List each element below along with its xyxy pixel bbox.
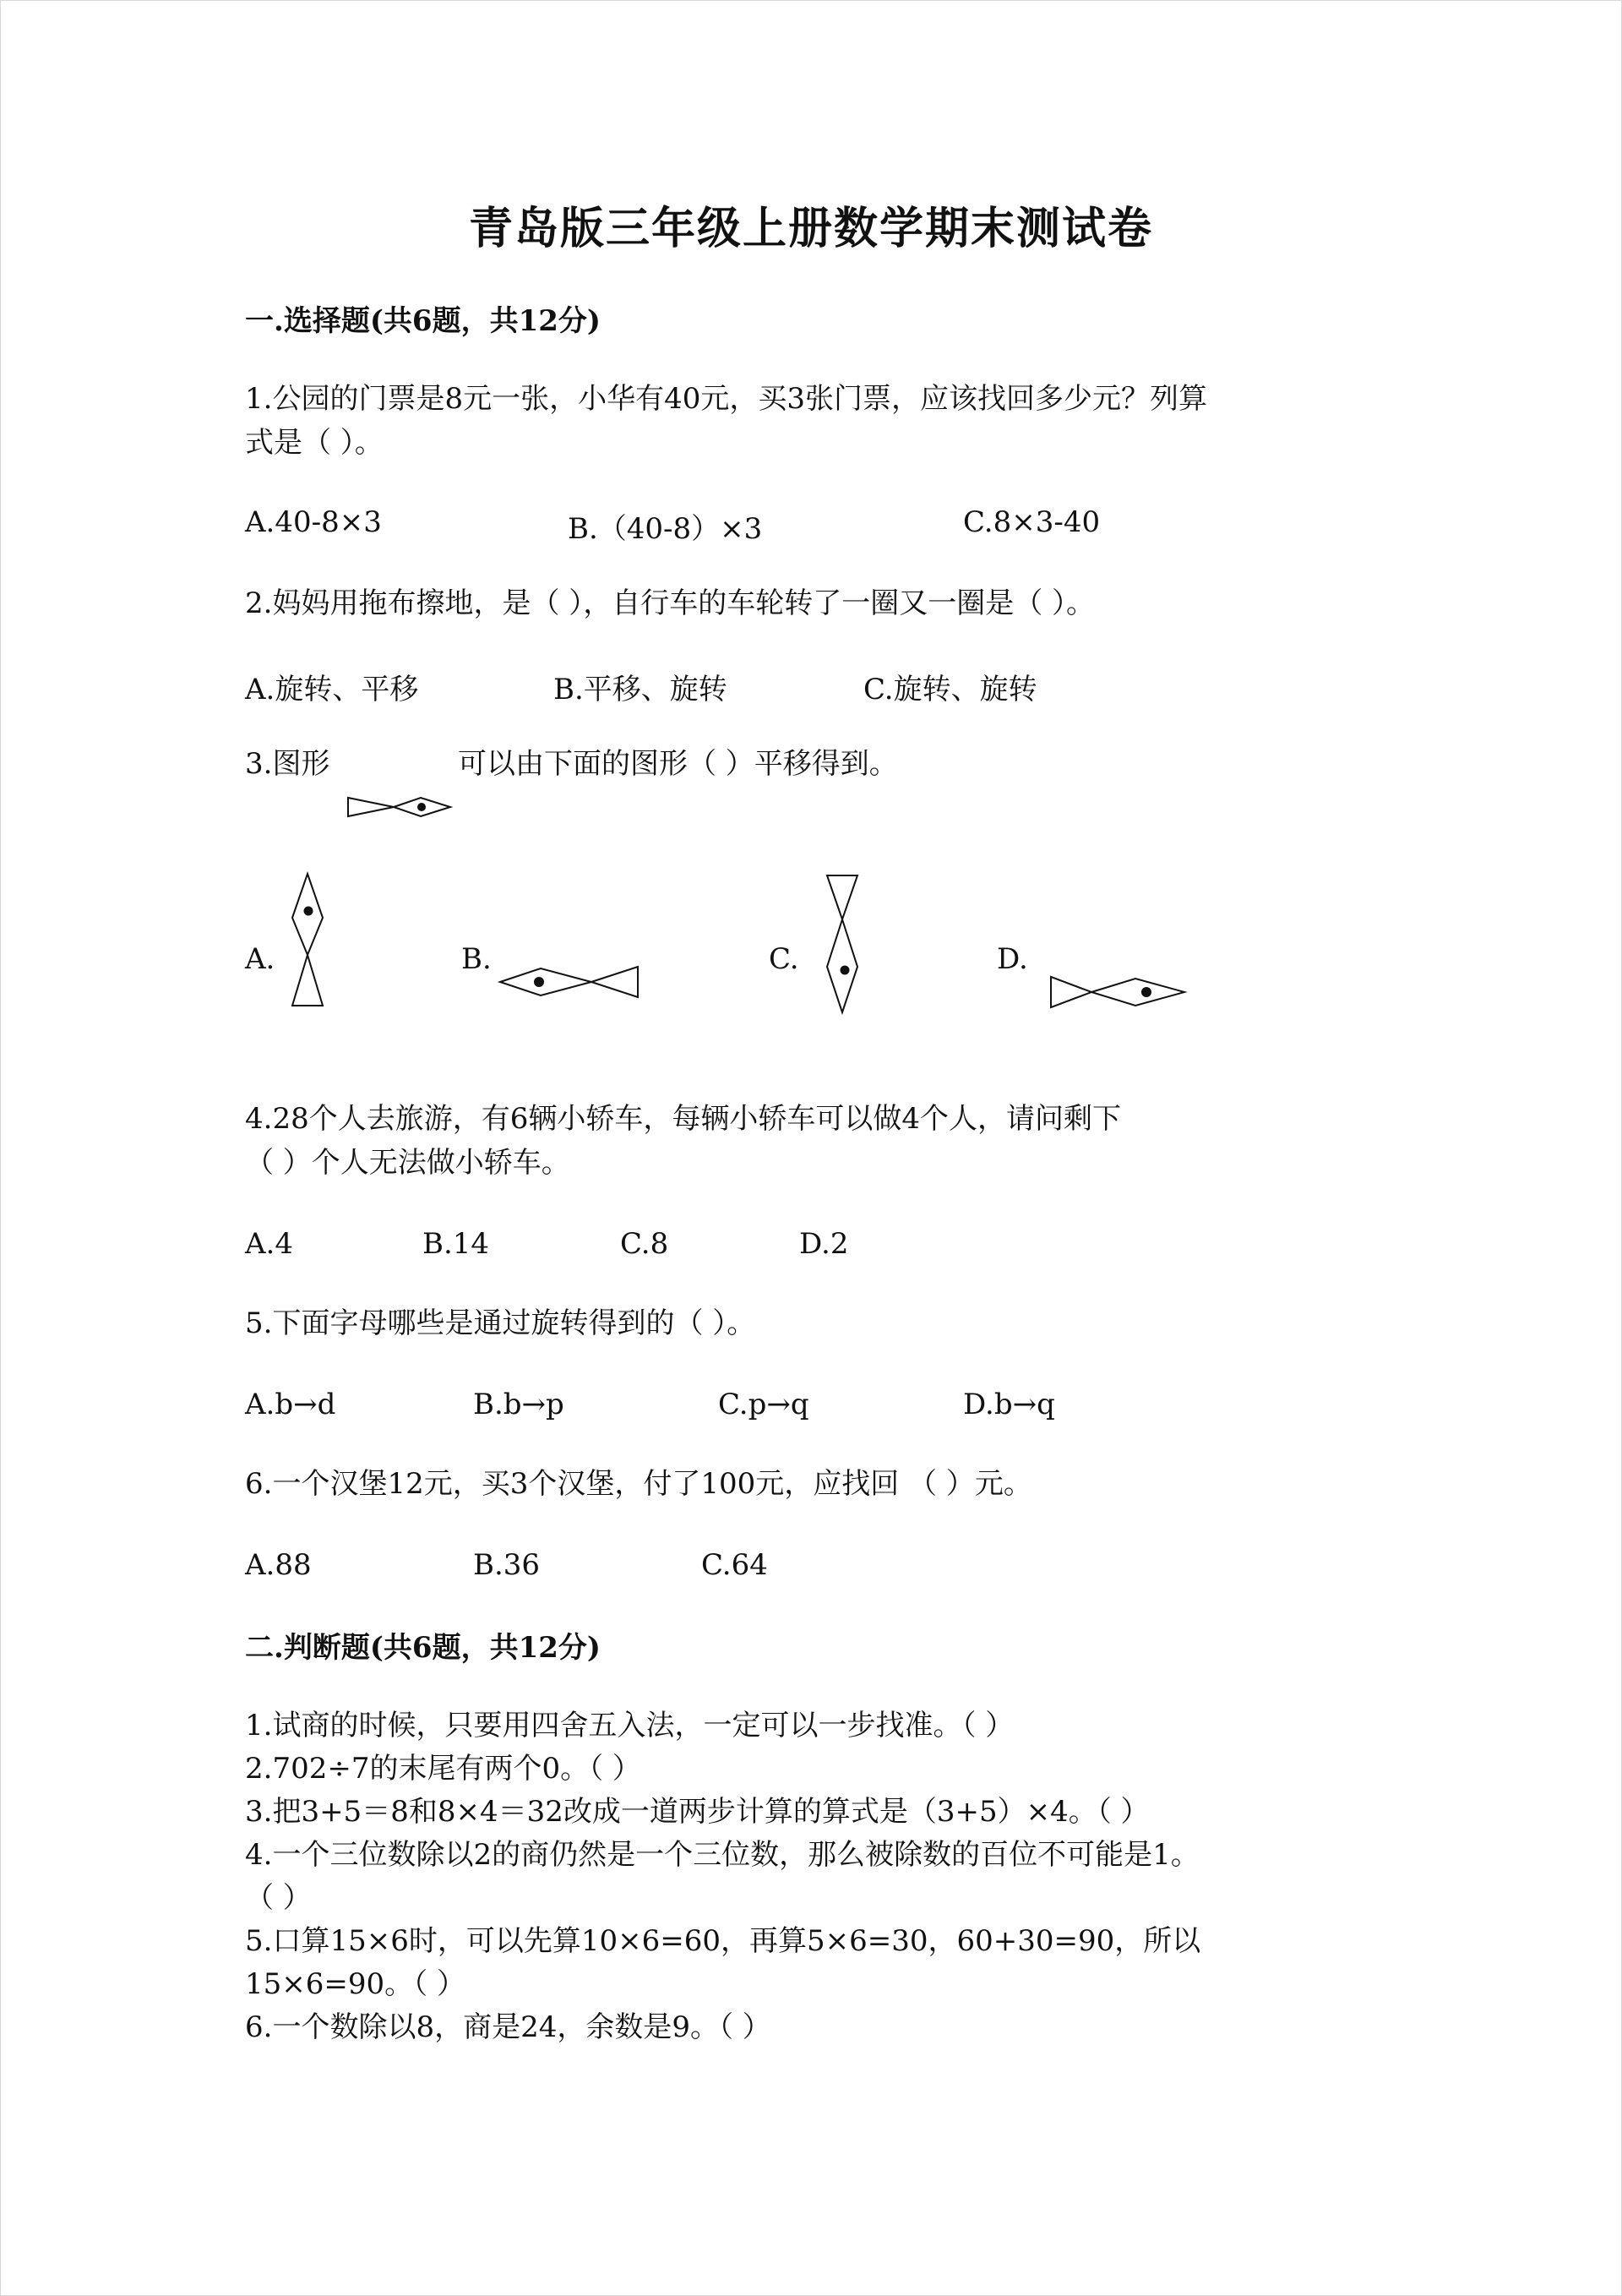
- question-3-option-b-figure: [498, 963, 642, 1001]
- question-5-option-c: C.p→q: [718, 1388, 809, 1421]
- question-5-option-b: B.b→p: [473, 1388, 564, 1421]
- question-1-option-c: C.8×3-40: [963, 505, 1101, 539]
- question-2-option-b: B.平移、旋转: [553, 673, 727, 706]
- judgement-line-8: 6.一个数除以8，商是24，余数是9。（ ）: [245, 2010, 771, 2044]
- question-2-line-1: 2.妈妈用拖布擦地，是（ ），自行车的车轮转了一圈又一圈是（ ）。: [245, 586, 1096, 620]
- question-3-target-fish-figure: [345, 794, 454, 820]
- question-6-line-1: 6.一个汉堡12元，买3个汉堡，付了100元，应找回 （ ）元。: [245, 1467, 1032, 1501]
- judgement-line-5: （ ）: [245, 1881, 312, 1915]
- question-6-option-b: B.36: [473, 1548, 541, 1582]
- question-4-option-c: C.8: [620, 1227, 669, 1261]
- question-5-option-d: D.b→q: [963, 1388, 1055, 1421]
- judgement-line-7: 15×6=90。（ ）: [245, 1967, 465, 2001]
- question-1-option-a: A.40-8×3: [245, 505, 382, 539]
- question-4-line-2: （ ）个人无法做小轿车。: [245, 1146, 570, 1180]
- question-2-option-c: C.旋转、旋转: [863, 673, 1037, 706]
- question-5-option-a: A.b→d: [245, 1388, 336, 1421]
- question-3-text-end: 可以由下面的图形（ ）平移得到。: [458, 747, 898, 781]
- question-3-option-b: B.: [461, 942, 492, 976]
- question-5-line-1: 5.下面字母哪些是通过旋转得到的（ ）。: [245, 1306, 756, 1340]
- judgement-line-1: 1.试商的时候，只要用四舍五入法，一定可以一步找准。（ ）: [245, 1709, 1015, 1742]
- question-4-option-a: A.4: [245, 1227, 293, 1261]
- question-3-option-a: A.: [245, 942, 275, 976]
- question-4-option-d: D.2: [799, 1227, 849, 1261]
- question-3-option-d-figure: [1048, 973, 1187, 1011]
- question-4-line-1: 4.28个人去旅游，有6辆小轿车，每辆小轿车可以做4个人，请问剩下: [245, 1102, 1121, 1136]
- section-heading-choice: 一.选择题(共6题，共12分): [245, 304, 601, 338]
- question-3-option-a-figure: [291, 870, 326, 1010]
- question-6-option-c: C.64: [701, 1548, 768, 1582]
- judgement-line-4: 4.一个三位数除以2的商仍然是一个三位数，那么被除数的百位不可能是1。: [245, 1838, 1200, 1872]
- question-3-option-c-figure: [825, 872, 861, 1016]
- question-4-option-b: B.14: [422, 1227, 490, 1261]
- question-1-option-b: B.（40-8）×3: [568, 512, 763, 546]
- question-1-line-2: 式是（ ）。: [245, 426, 384, 460]
- question-3-option-d: D.: [997, 942, 1028, 976]
- page-title: 青岛版三年级上册数学期末测试卷: [468, 203, 1153, 254]
- section-heading-judgement: 二.判断题(共6题，共12分): [245, 1631, 601, 1665]
- judgement-line-3: 3.把3+5＝8和8×4＝32改成一道两步计算的算式是（3+5）×4。（ ）: [245, 1795, 1150, 1829]
- question-1-line-1: 1.公园的门票是8元一张，小华有40元，买3张门票，应该找回多少元？列算: [245, 382, 1207, 416]
- judgement-line-2: 2.702÷7的末尾有两个0。（ ）: [245, 1752, 641, 1786]
- question-3-option-c: C.: [769, 942, 799, 976]
- question-2-option-a: A.旋转、平移: [245, 673, 419, 706]
- judgement-line-6: 5.口算15×6时，可以先算10×6=60，再算5×6=30，60+30=90，所以: [245, 1924, 1201, 1958]
- question-6-option-a: A.88: [245, 1548, 312, 1582]
- question-3-text-start: 3.图形: [245, 747, 330, 781]
